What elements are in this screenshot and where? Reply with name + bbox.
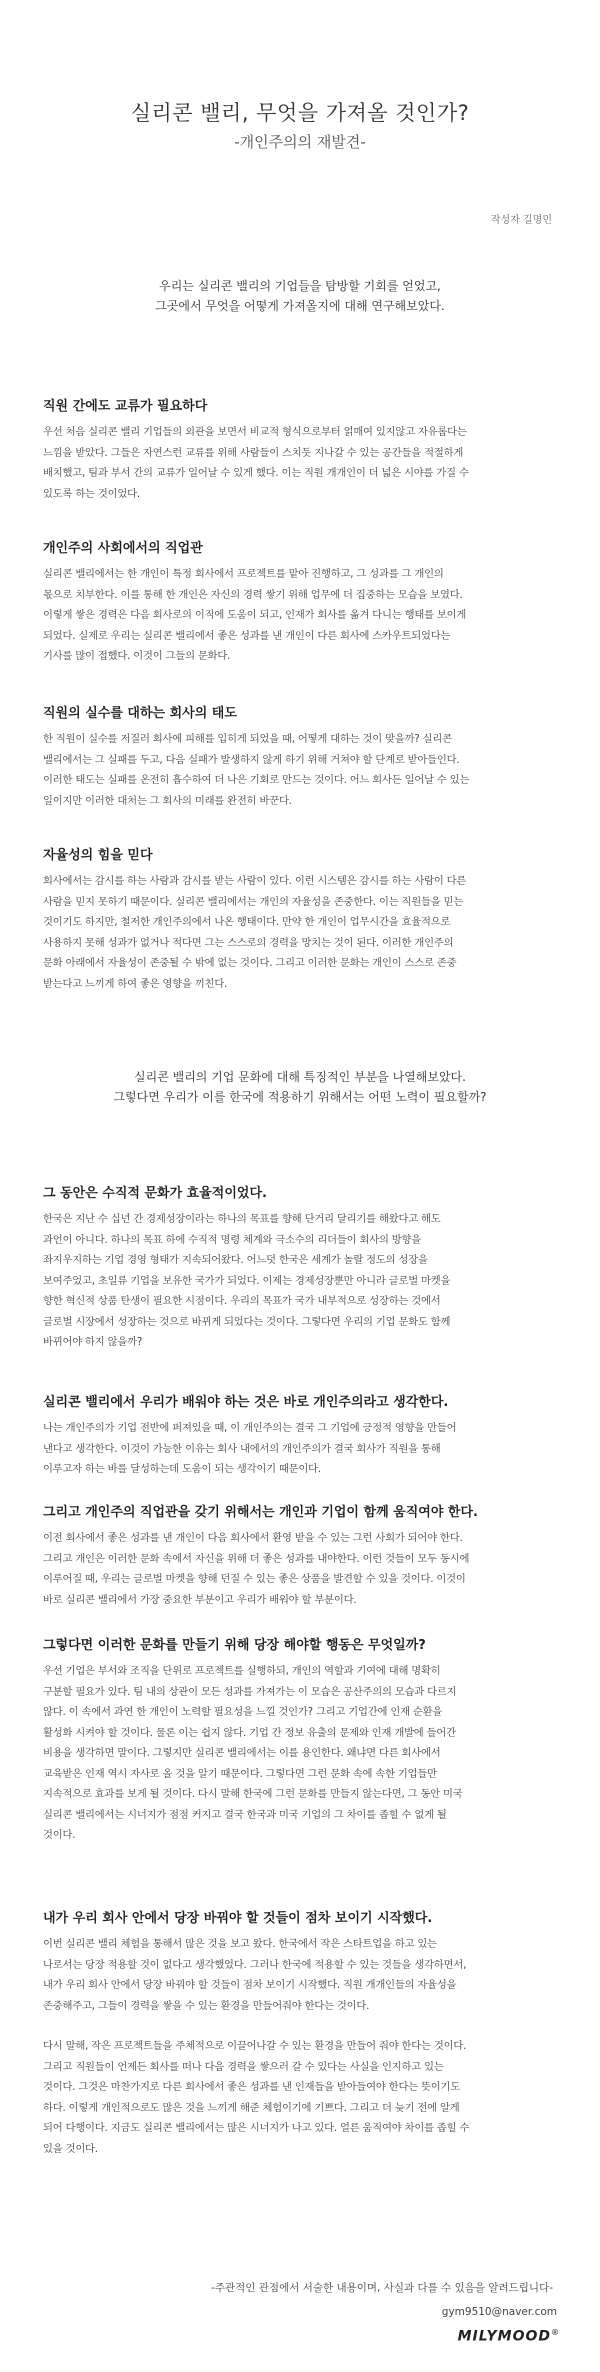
section-changes-at-company [43, 1910, 563, 2159]
disclaimer-note: -주관적인 관점에서 서술한 내용이며, 사실과 다를 수 있음을 알려드립니다- [211, 2282, 553, 2294]
brand-name: MILYMOOD [457, 2328, 551, 2345]
section-mistakes [43, 705, 563, 811]
section-body: 나는 개인주의가 기업 전반에 퍼져있을 때, 이 개인주의는 결국 그 기업에 긍정적 영향을 만들어 낸다고 생각한다. 이것이 가능한 이유는 회사 내에서의 개인주의가 결국 회사가 직원을 통해 이루고자 하는 바를 달성하는데 도움이 되는 생각이기 때문이다. [43, 1422, 457, 1475]
section-autonomy [43, 847, 563, 994]
page-title: 실리콘 밸리, 무엇을 가져올 것인가? [130, 101, 470, 125]
section-individualism [43, 1394, 563, 1480]
section-heading: 자율성의 힘을 믿다 [43, 848, 153, 863]
section-body: 한 직원이 실수를 저질러 회사에 피해를 입히게 되었을 때, 어떻게 대하는 것이 맞을까? 실리콘 밸리에서는 그 실패를 두고, 다음 실패가 발생하지 않게 하기 위해 거쳐야 할 단계로 받아들인다. 이러한 태도는 실패를 온전히 흡수하여 더 나은 기회로 만드는 것이다. 어느 회사든 일어날 수 있는 일이지만 이러한 대처는 그 회사의 미래를 완전히 바꾼다. [43, 733, 470, 807]
section-heading: 직원 간에도 교류가 필요하다 [43, 399, 208, 414]
section-body-continued: 다시 말해, 작은 프로젝트들을 주체적으로 이끌어나갈 수 있는 환경을 만들어 줘야 한다는 것이다. 그리고 직원들이 언제든 회사를 떠나 다음 경력을 쌓으러 갈 수 있다는 사실을 인지하고 있는 것이다. 그것은 마찬가지로 다른 회사에서 좋은 성과를 낸 인재들을 받아들여야 한다는 뜻이기도 하다. 이렇게 개인적으로도 많은 것을 느끼게 해준 체험이기에 기쁘다. 그리고 더 늦기 전에 알게 되어 다행이다. 지금도 실리콘 밸리에서는 많은 시너지가 나고 있다. 얼른 움직여야 차이를 좁힐 수 있을 것이다. [43, 2040, 470, 2155]
contact-email: gym9510@naver.com [441, 2306, 557, 2318]
section-body: 우선 처음 실리콘 밸리 기업들의 외관을 보면서 비교적 형식으로부터 얽매여 있지않고 자유롭다는 느낌을 받았다. 그들은 자연스런 교류를 위해 사람들이 스치듯 지나갈 수 있는 공간들을 적절하게 배치했고, 팀과 부서 간의 교류가 일어날 수 있게 했다. 이는 직원 개개인이 더 넓은 시야를 가질 수 있도록 하는 것이었다. [43, 426, 469, 500]
section-heading: 그 동안은 수직적 문화가 효율적이었다. [43, 1186, 267, 1201]
section-body: 우선 기업은 부서와 조직을 단위로 프로젝트를 실행하되, 개인의 역할과 기여에 대해 명확히 구분할 필요가 있다. 팀 내의 상관이 모든 성과를 가져가는 이 모습은 공산주의의 모습과 다르지 않다. 이 속에서 과연 한 개인이 노력할 필요성을 느낄 것인가? 그리고 기업간에 인재 순환을 활성화 시켜야 할 것이다. 물론 이는 쉽지 않다. 기업 간 정보 유출의 문제와 인재 개발에 들어간 비용을 생각하면 말이다. 그렇지만 실리콘 밸리에서는 이를 용인한다. 왜냐면 다른 회사에서 교육받은 인재 역시 자사로 올 것을 알기 때문이다. 그렇다면 그런 문화 속에 속한 기업들만 지속적으로 효과를 보게 될 것이다. 다시 말해 한국에 그런 문화를 만들지 않는다면, 그 동안 미국 실리콘 밸리에서는 시너지가 점점 커지고 결국 한국과 미국 기업의 그 차이를 좁힐 수 없게 될 것이다. [43, 1665, 463, 1841]
section-body: 한국은 지난 수 십년 간 경제성장이라는 하나의 목표를 향해 단거리 달리기를 해왔다고 해도 과언이 아니다. 하나의 목표 하에 수직적 명령 체계와 극소수의 리더들이 회사의 방향을 좌지우지하는 기업 경영 형태가 지속되어왔다. 어느덧 한국은 세계가 놀랄 정도의 성장을 보여주었고, 초일류 기업을 보유한 국가가 되었다. 이제는 경제성장뿐만 아니라 글로벌 마켓을 향한 혁신적 상품 탄생이 필요한 시점이다. 우리의 목표가 국가 내부적으로 성장하는 것에서 글로벌 시장에서 성장하는 것으로 바뀌게 되었다는 것이다. 그렇다면 우리의 기업 문화도 함께 바뀌어야 하지 않을까? [43, 1213, 451, 1348]
section-move-together [43, 1504, 563, 1610]
intro-paragraph-2 [0, 1067, 600, 1107]
section-immediate-actions [43, 1637, 563, 1846]
section-heading: 그리고 개인주의 직업관을 갖기 위해서는 개인과 기업이 함께 움직여야 한다. [43, 1505, 478, 1520]
intro-line: 그곳에서 무엇을 어떻게 가져올지에 대해 연구해보았다. [155, 299, 445, 313]
section-body: 회사에서는 감시를 하는 사람과 감시를 받는 사람이 있다. 이런 시스템은 감시를 하는 사람이 다른 사람을 믿지 못하기 때문이다. 실리콘 밸리에서는 개인의 자율성을 존중한다. 이는 직원들을 믿는 것이기도 하지만, 철저한 개인주의에서 나온 행태이다. 만약 한 개인이 업무시간을 효율적으로 사용하지 못해 성과가 없거나 적다면 그는 스스로의 경력을 망치는 것이 된다. 이러한 개인주의 문화 아래에서 자율성이 존중될 수 밖에 없는 것이다. 그리고 이러한 문화는 개인이 스스로 존중 받는다고 느끼게 하여 좋은 영향을 끼친다. [43, 875, 467, 990]
section-heading: 직원의 실수를 대하는 회사의 태도 [43, 706, 237, 721]
section-vertical-culture [43, 1185, 563, 1353]
section-career-view [43, 540, 563, 667]
section-heading: 그렇다면 이러한 문화를 만들기 위해 당장 해야할 행동은 무엇일까? [43, 1638, 426, 1653]
section-communication [43, 398, 563, 504]
brand-logo [458, 2328, 560, 2345]
intro-line: 우리는 실리콘 밸리의 기업들을 탐방할 기회를 얻었고, [159, 279, 441, 293]
section-body: 이전 회사에서 좋은 성과를 낸 개인이 다음 회사에서 환영 받을 수 있는 그런 사회가 되어야 한다. 그리고 개인은 이러한 문화 속에서 자신을 위해 더 좋은 성과를 내야한다. 이런 것들이 모두 동시에 이루어질 때, 우리는 글로벌 마켓을 향해 던질 수 있는 좋은 상품을 발견할 수 있을 것이다. 이것이 바로 실리콘 밸리에서 가장 중요한 부분이고 우리가 배워야 할 부분이다. [43, 1532, 470, 1606]
section-body: 실리콘 밸리에서는 한 개인이 특정 회사에서 프로젝트를 맡아 진행하고, 그 성과를 그 개인의 몫으로 치부한다. 이를 통해 한 개인은 자신의 경력 쌓기 위해 업무에 더 집중하는 모습을 보였다. 이렇게 쌓은 경력은 다음 회사로의 이직에 도움이 되고, 인재가 회사를 옮겨 다니는 행태를 보이게 되었다. 실제로 우리는 실리콘 밸리에서 좋은 성과를 낸 개인이 다른 회사에 스카우트되었다는 기사를 많이 접했다. 이것이 그들의 문화다. [43, 568, 467, 662]
page-subtitle: -개인주의의 재발견- [234, 133, 366, 151]
section-body: 이번 실리콘 밸리 체험을 통해서 많은 것을 보고 왔다. 한국에서 작은 스타트업을 하고 있는 나로서는 당장 적용할 것이 없다고 생각했었다. 그러나 한국에 적용할 수 있는 것들을 생각하면서, 내가 우리 회사 안에서 당장 바꿔야 할 것들이 점차 보이기 시작했다. 직원 개개인들의 자율성을 존중해주고, 그들이 경력을 쌓을 수 있는 환경을 만들어줘야 한다는 것이다. [43, 1938, 467, 2012]
intro-line: 실리콘 밸리의 기업 문화에 대해 특징적인 부분을 나열해보았다. [134, 1070, 466, 1084]
intro-line: 그렇다면 우리가 이를 한국에 적용하기 위해서는 어떤 노력이 필요할까? [113, 1090, 487, 1104]
intro-paragraph-1 [0, 276, 600, 316]
section-heading: 개인주의 사회에서의 직업관 [43, 541, 203, 556]
section-heading: 실리콘 밸리에서 우리가 배워야 하는 것은 바로 개인주의라고 생각한다. [43, 1395, 449, 1410]
section-heading: 내가 우리 회사 안에서 당장 바꿔야 할 것들이 점차 보이기 시작했다. [43, 1911, 433, 1926]
author-line: 작성자 길명민 [490, 215, 552, 226]
registered-mark: ® [551, 2328, 560, 2337]
